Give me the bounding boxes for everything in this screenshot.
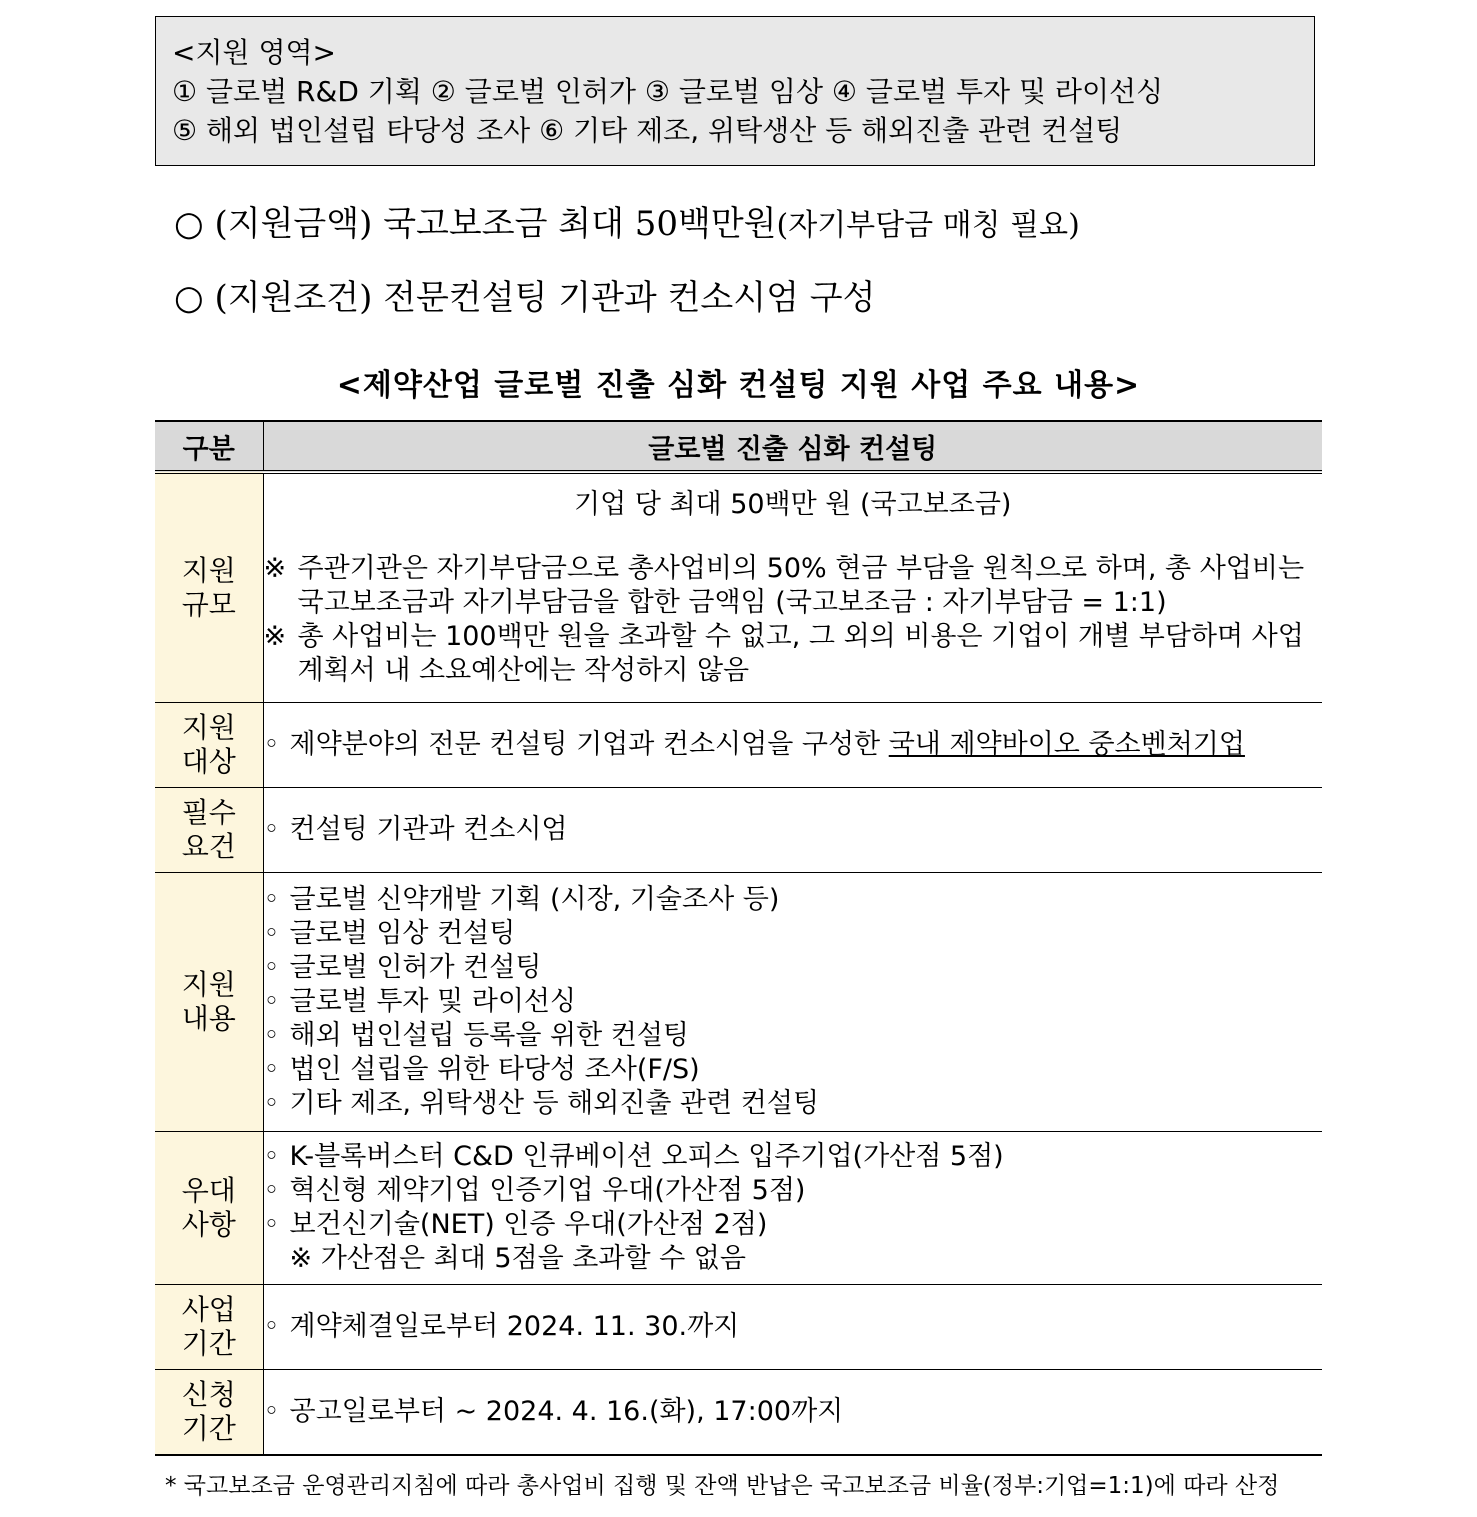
list-item: ◦ 법인 설립을 위한 타당성 조사(F/S): [263, 1054, 700, 1085]
bullet-main-text: (지원금액) 국고보조금 최대 50백만원: [214, 204, 777, 244]
program-summary-table: [155, 420, 1322, 1456]
row-label: 신청 기간: [155, 1370, 263, 1456]
scale-note-2: ※ 총 사업비는 100백만 원을 초과할 수 없고, 그 외의 비용은 기업이 개별 부담하며 사업계획서 내 소요예산에는 작성하지 않음: [263, 621, 1304, 686]
bullet-sub-text: (자기부담금 매칭 필요): [776, 208, 1080, 243]
header-category: 구분: [155, 421, 263, 472]
row-application-period: [155, 1370, 1322, 1456]
list-item: ◦ 글로벌 신약개발 기획 (시장, 기술조사 등): [263, 884, 780, 915]
row-label: 필수 요건: [155, 788, 263, 873]
table-title: <제약산업 글로벌 진출 심화 컨설팅 지원 사업 주요 내용>: [336, 368, 1141, 403]
list-item: ◦ 글로벌 투자 및 라이선싱: [263, 986, 577, 1017]
list-item: ◦ 글로벌 임상 컨설팅: [263, 918, 516, 949]
support-area-line-1: ① 글로벌 R&D 기획 ② 글로벌 인허가 ③ 글로벌 임상 ④ 글로벌 투자 및 라이선싱: [172, 75, 1164, 108]
bullet-main-text: (지원조건) 전문컨설팅 기관과 컨소시엄 구성: [214, 278, 876, 318]
header-program: 글로벌 진출 심화 컨설팅: [263, 421, 1322, 472]
row-project-period: [155, 1285, 1322, 1370]
bullet-marker: ○: [174, 204, 204, 244]
row-content: [263, 873, 1322, 1132]
requirement-text: 컨설팅 기관과 컨소시엄: [289, 814, 568, 845]
list-item: ◦ 혁신형 제약기업 인증기업 우대(가산점 5점): [263, 1175, 806, 1206]
row-content: [263, 472, 1322, 703]
apply-text: 공고일로부터 ~ 2024. 4. 16.(화), 17:00까지: [289, 1396, 844, 1427]
list-item: ◦ 기타 제조, 위탁생산 등 해외진출 관련 컨설팅: [263, 1088, 820, 1119]
support-area-line-2: ⑤ 해외 법인설립 타당성 조사 ⑥ 기타 제조, 위탁생산 등 해외진출 관련 컨설팅: [172, 114, 1123, 147]
row-requirement: [155, 788, 1322, 873]
row-preference: [155, 1132, 1322, 1285]
footnote: * 국고보조금 운영관리지침에 따라 총사업비 집행 및 잔액 반납은 국고보조금 비율(정부:기업=1:1)에 따라 산정: [165, 1473, 1280, 1499]
row-support-target: [155, 703, 1322, 788]
bullet-support-amount: [174, 196, 1080, 245]
list-item: ◦ 보건신기술(NET) 인증 우대(가산점 2점): [263, 1209, 768, 1240]
preference-note: ※ 가산점은 최대 5점을 초과할 수 없음: [289, 1243, 746, 1274]
row-support-content: [155, 873, 1322, 1132]
target-text: 제약분야의 전문 컨설팅 기업과 컨소시엄을 구성한: [289, 729, 889, 760]
list-item: ◦ K-블록버스터 C&D 인큐베이션 오피스 입주기업(가산점 5점): [263, 1141, 1004, 1172]
row-content: ◦ 계약체결일로부터 2024. 11. 30.까지: [263, 1285, 1322, 1370]
row-content: [263, 1132, 1322, 1285]
row-content: ◦ 공고일로부터 ~ 2024. 4. 16.(화), 17:00까지: [263, 1370, 1322, 1456]
row-label: 지원 대상: [155, 703, 263, 788]
row-content: ◦ 컨설팅 기관과 컨소시엄: [263, 788, 1322, 873]
row-content: ◦ 제약분야의 전문 컨설팅 기업과 컨소시엄을 구성한 국내 제약바이오 중소벤처기업: [263, 703, 1322, 788]
row-label: 지원 규모: [155, 472, 263, 703]
row-label: 우대 사항: [155, 1132, 263, 1285]
list-item: ◦ 글로벌 인허가 컨설팅: [263, 952, 542, 983]
row-label: 지원 내용: [155, 873, 263, 1132]
bullet-marker: ○: [174, 278, 204, 318]
table-header-row: [155, 421, 1322, 472]
support-area-heading: <지원 영역>: [172, 36, 337, 69]
list-item: ◦ 해외 법인설립 등록을 위한 컨설팅: [263, 1020, 689, 1051]
row-support-scale: [155, 472, 1322, 703]
bullet-support-condition: [174, 270, 875, 319]
row-label: 사업 기간: [155, 1285, 263, 1370]
scale-note-1: ※ 주관기관은 자기부담금으로 총사업비의 50% 현금 부담을 원칙으로 하며, 총 사업비는 국고보조금과 자기부담금을 합한 금액임 (국고보조금 : 자기부담금 = 1:1): [263, 553, 1305, 618]
support-area-box: [155, 16, 1315, 166]
period-text: 계약체결일로부터 2024. 11. 30.까지: [289, 1311, 740, 1342]
target-underlined: 국내 제약바이오 중소벤처기업: [888, 729, 1245, 760]
scale-main: 기업 당 최대 50백만 원 (국고보조금): [574, 489, 1012, 520]
